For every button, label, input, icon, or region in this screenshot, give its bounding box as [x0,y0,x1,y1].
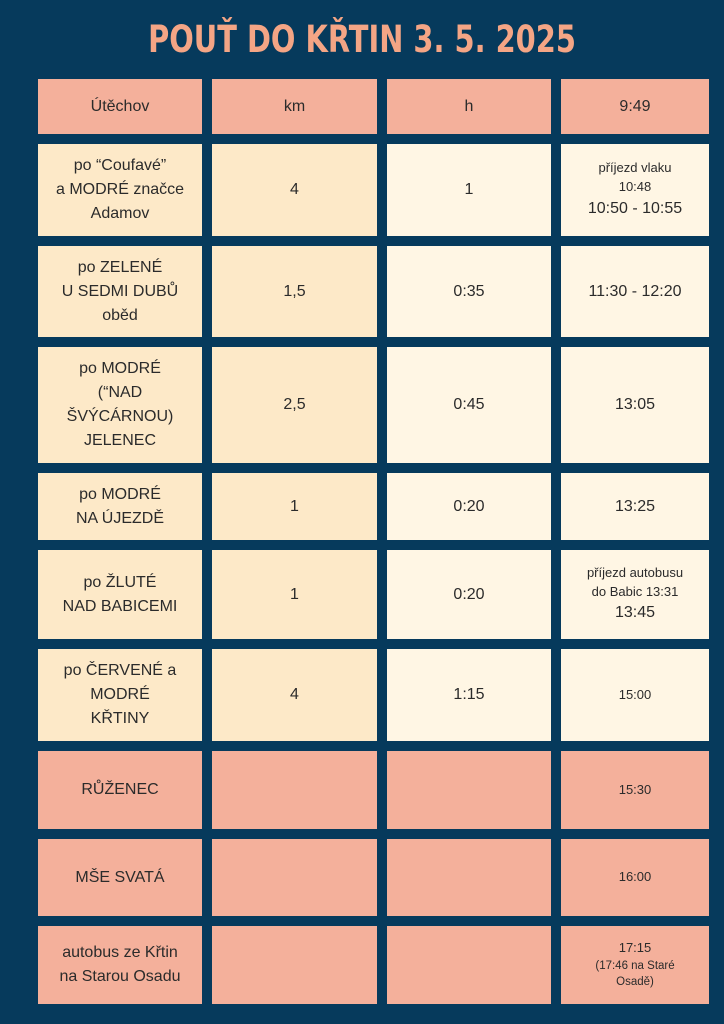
time-note: příjezd vlaku [598,160,672,176]
empty-cell [387,839,551,916]
route-cell [38,550,202,639]
page-title: POUŤ DO KŘTIN 3. 5. 2025 [148,18,576,61]
hours-cell [387,144,551,236]
time-value: 11:30 - 12:20 [588,282,682,300]
time-value: 13:45 [614,604,656,622]
route-line: po ČERVENÉ a [63,662,177,679]
time-cell [561,144,709,236]
hours-value: 1 [464,181,474,198]
header-km-cell [212,79,377,134]
time-cell [561,926,709,1004]
header-start-cell [38,79,202,134]
time-cell [561,649,709,741]
time-value: 13:05 [614,396,656,413]
km-cell [212,473,377,540]
header-h-cell [387,79,551,134]
event-label: autobus ze Křtin [62,944,178,961]
km-value: 4 [290,181,299,198]
time-cell [561,751,709,829]
hours-value: 0:45 [453,396,485,413]
route-cell [38,649,202,741]
route-line: NA ÚJEZDĚ [75,509,164,527]
route-line: oběd [102,306,138,324]
time-value: 16:00 [618,869,652,885]
km-cell [212,246,377,337]
event-cell [38,839,202,916]
route-line: ŠVÝCÁRNOU) [66,408,174,425]
km-cell [212,550,377,639]
route-line: NAD BABICEMI [62,597,178,615]
hours-value: 0:20 [453,585,485,603]
hours-value: 0:35 [453,282,485,300]
route-line: U SEDMI DUBŮ [61,282,179,300]
km-value: 1,5 [283,282,306,300]
time-value: 15:00 [618,686,652,702]
time-note: 10:48 [618,179,652,194]
hours-cell [387,550,551,639]
time-value: 10:50 - 10:55 [587,199,683,217]
header-km-label: km [283,97,306,115]
km-value: 1 [290,585,299,603]
time-note: (17:46 na Staré [595,959,675,972]
route-line: po MODRÉ [79,485,161,503]
time-note: do Babic 13:31 [591,583,679,599]
route-line: a MODRÉ značce [55,181,185,198]
route-line: (“NAD [97,384,143,401]
route-cell [38,246,202,337]
empty-cell [212,751,377,829]
route-cell [38,144,202,236]
header-start-label: Útěchov [90,97,150,115]
event-label: na Starou Osadu [59,968,181,985]
hours-value: 0:20 [453,497,485,515]
header-time-label: 9:49 [619,97,651,115]
event-cell [38,751,202,829]
time-value: 17:15 [618,939,652,955]
event-label: RŮŽENEC [81,781,159,798]
time-cell [561,839,709,916]
header-h-label: h [464,97,474,115]
km-value: 4 [290,686,299,703]
time-cell [561,347,709,463]
km-cell [212,347,377,463]
time-value: 13:25 [614,497,656,515]
empty-cell [212,839,377,916]
route-line: Adamov [90,205,150,222]
hours-cell [387,246,551,337]
time-note: příjezd autobusu [586,564,684,580]
km-value: 1 [290,497,299,515]
route-line: po “Coufavé” [73,157,167,174]
route-line: po MODRÉ [79,360,161,377]
km-cell [212,144,377,236]
hours-cell [387,473,551,540]
empty-cell [212,926,377,1004]
time-cell [561,473,709,540]
route-line: po ZELENÉ [77,258,163,276]
empty-cell [387,926,551,1004]
route-cell [38,347,202,463]
empty-cell [387,751,551,829]
hours-cell [387,347,551,463]
route-line: MODRÉ [90,686,150,703]
km-cell [212,649,377,741]
hours-cell [387,649,551,741]
hours-value: 1:15 [453,686,485,703]
time-value: 15:30 [618,781,652,797]
time-cell [561,246,709,337]
route-line: po ŽLUTÉ [83,573,157,591]
time-note: Osadě) [616,976,654,989]
event-label: MŠE SVATÁ [75,868,165,886]
route-line: JELENEC [83,432,157,449]
time-cell [561,550,709,639]
km-value: 2,5 [283,396,306,413]
route-line: KŘTINY [90,710,150,727]
route-cell [38,473,202,540]
event-cell [38,926,202,1004]
header-time-cell [561,79,709,134]
